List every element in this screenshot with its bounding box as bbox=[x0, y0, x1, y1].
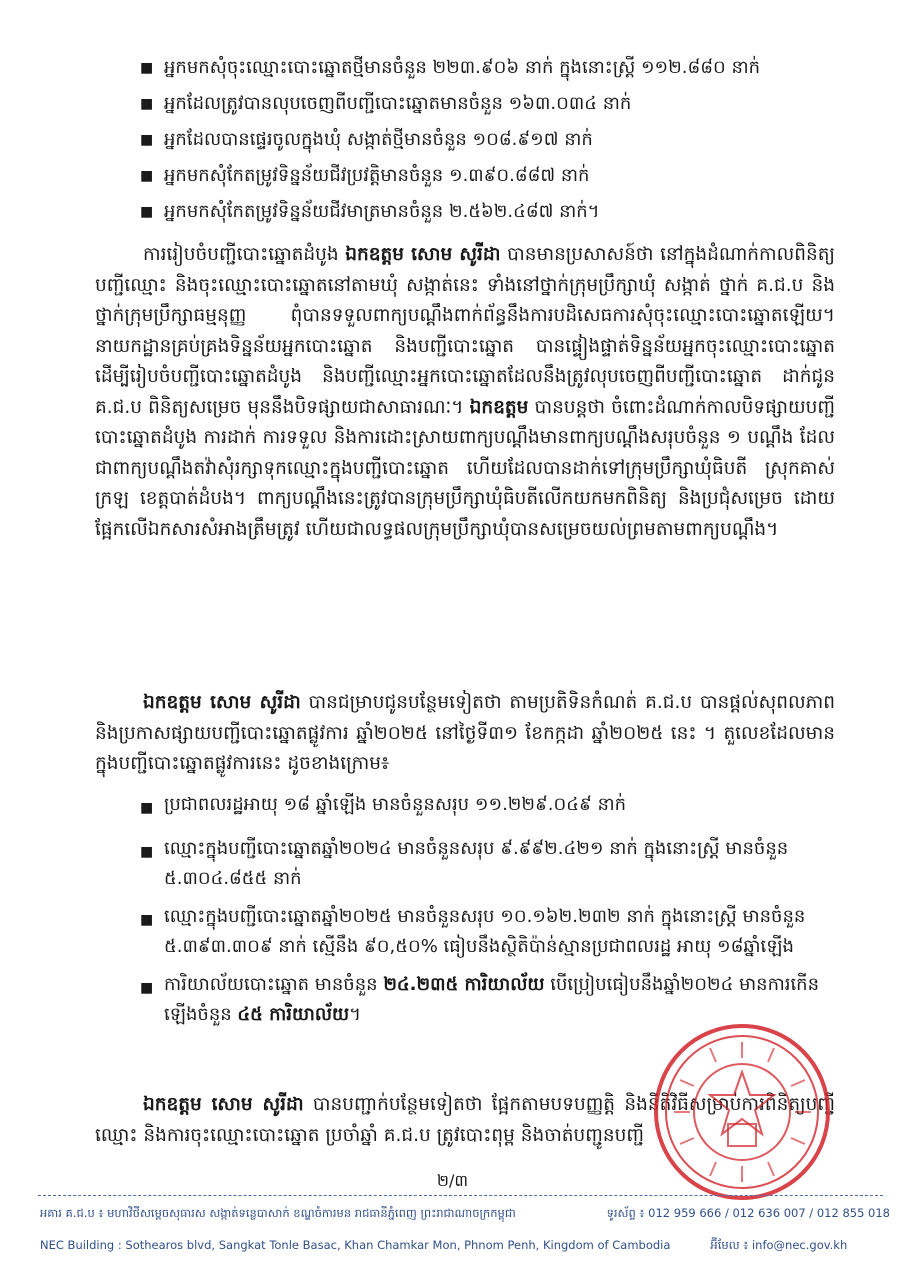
footer-address-en: NEC Building : Sothearos blvd, Sangkat Tonle Basac, Khan Chamkar Mon, Phnom Penh, Kingdom of Cambodia bbox=[40, 1238, 671, 1252]
list-item bbox=[140, 122, 840, 158]
paragraph-official-list: ឯកឧត្តម សោម សូរីដា បានជម្រាបជូនបន្ថែមទៀតថា តាមប្រតិទិនកំណត់ គ.ជ.ប បានផ្តល់សុពលភាព និងប្រកាសផ្សាយបញ្ជីបោះឆ្នោតផ្លូវការ ឆ្នាំ២០២៥ នៅថ្ងៃទី៣១ ខែកក្កដា ឆ្នាំ២០២៥ នេះ ។ តួលេខដែលមានក្នុងបញ្ជីបោះឆ្នោតផ្លូវការនេះ ដូចខាងក្រោម៖ bbox=[95, 692, 835, 774]
list-item-text: ឈ្មោះក្នុងបញ្ជីបោះឆ្នោតឆ្នាំ២០២៤ មានចំនួនសរុប ៩.៩៩២.៤២១ នាក់ ក្នុងនោះស្ត្រី មានចំនួន ៥.៣០៤.៨៥៥ នាក់ bbox=[164, 838, 789, 889]
footer-address-kh: អគារ គ.ជ.ប ៖ មហាវិថីសម្តេចសុធារស សង្កាត់ទន្លេបាសាក់ ខណ្ឌចំការមន រាជធានីភ្នំពេញ ព្រះរាជាណាចក្រកម្ពុជា bbox=[40, 1206, 516, 1220]
list-item bbox=[140, 834, 835, 894]
bullet-icon: ■ bbox=[140, 168, 154, 184]
list-item bbox=[140, 194, 840, 230]
list-item-text: អ្នកមកសុំចុះឈ្មោះបោះឆ្នោតថ្មីមានចំនួន ២២៣.៩០៦ នាក់ ក្នុងនោះស្ត្រី ១១២.៨៨០ នាក់ bbox=[164, 57, 761, 78]
list-item bbox=[140, 790, 835, 826]
speaker-name: ឯកឧត្តម សោម សូរីដា bbox=[143, 1094, 304, 1115]
list-item bbox=[140, 50, 840, 86]
paragraph-preliminary-list: ការរៀបចំបញ្ជីបោះឆ្នោតដំបូង ឯកឧត្តម សោម សូរីដា បានមានប្រសាសន៍ថា នៅក្នុងដំណាក់កាលពិនិត្យបញ្ជីឈ្មោះ និងចុះឈ្មោះបោះឆ្នោតនៅតាមឃុំ សង្កាត់នេះ ទាំងនៅថ្នាក់ក្រុមប្រឹក្សាឃុំ សង្កាត់ ថ្នាក់ គ.ជ.ប និងថ្នាក់ក្រុមប្រឹក្សាធម្មនុញ្ញ ពុំបានទទួលពាក្យបណ្តឹងពាក់ព័ន្ធនឹងការបដិសេធការសុំចុះឈ្មោះបោះឆ្នោតឡើយ។ នាយកដ្ឋានគ្រប់គ្រងទិន្នន័យអ្នកបោះឆ្នោត និងបញ្ជីបោះឆ្នោត បានផ្ទៀងផ្ទាត់ទិន្នន័យអ្នកចុះឈ្មោះបោះឆ្នោត ដើម្បីរៀបចំបញ្ជីបោះឆ្នោតដំបូង និងបញ្ជីឈ្មោះអ្នកបោះឆ្នោតដែលនឹងត្រូវលុបចេញពីបញ្ជីបោះឆ្នោត ដាក់ជូន គ.ជ.ប ពិនិត្យសម្រេច មុននឹងបិទផ្សាយជាសាធារណៈ។ ឯកឧត្តម បានបន្តថា ចំពោះដំណាក់កាលបិទផ្សាយបញ្ជីបោះឆ្នោតដំបូង ការដាក់ ការទទួល និងការដោះស្រាយពាក្យបណ្តឹងមានពាក្យបណ្តឹងសរុបចំនួន ១ បណ្តឹង ដែលជាពាក្យបណ្តឹងតវ៉ាសុំរក្សាទុកឈ្មោះក្នុងបញ្ជីបោះឆ្នោត ហើយដែលបានដាក់ទៅក្រុមប្រឹក្សាឃុំធិបតី ស្រុកគាស់ក្រឡ ខេត្តបាត់ដំបង។ ពាក្យបណ្តឹងនេះត្រូវបានក្រុមប្រឹក្សាឃុំធិបតីលើកយកមកពិនិត្យ និងប្រជុំសម្រេច ដោយផ្អែកលើឯកសារសំអាងត្រឹមត្រូវ ហើយជាលទ្ធផលក្រុមប្រឹក្សាឃុំបានសម្រេចយល់ព្រមតាមពាក្យបណ្តឹង។ bbox=[95, 244, 835, 540]
registration-stats-list bbox=[140, 50, 840, 230]
list-item bbox=[140, 158, 840, 194]
speaker-title: ឯកឧត្តម bbox=[469, 396, 529, 418]
bullet-icon: ■ bbox=[140, 980, 154, 996]
bullet-icon: ■ bbox=[140, 132, 154, 148]
bullet-icon: ■ bbox=[140, 204, 154, 220]
list-item-text: ការិយាល័យបោះឆ្នោត មានចំនួន ២៤.២៣៥ ការិយាល័យ បើប្រៀបធៀបនឹងឆ្នាំ២០២៤ មានការកើនឡើងចំនួន ៤៥ ការិយាល័យ។ bbox=[164, 974, 820, 1025]
bullet-icon: ■ bbox=[140, 60, 154, 76]
footer-address-en-row bbox=[40, 1238, 890, 1255]
list-item-text: អ្នកមកសុំកែតម្រូវទិន្នន័យជីវប្រវត្តិមានចំនួន ១.៣៩០.៨៨៧ នាក់ bbox=[164, 165, 590, 186]
official-list-stats bbox=[140, 790, 835, 1030]
list-item-text: ប្រជាពលរដ្ឋអាយុ ១៨ ឆ្នាំឡើង មានចំនួនសរុប ១១.២២៩.០៤៩ នាក់ bbox=[164, 794, 627, 815]
list-item bbox=[140, 902, 835, 962]
bullet-icon: ■ bbox=[140, 844, 154, 860]
speaker-name: ឯកឧត្តម សោម សូរីដា bbox=[345, 244, 501, 265]
speaker-name: ឯកឧត្តម សោម សូរីដា bbox=[143, 692, 301, 713]
list-item bbox=[140, 86, 840, 122]
paragraph-printing: ឯកឧត្តម សោម សូរីដា បានបញ្ជាក់បន្ថែមទៀតថា ផ្អែកតាមបទបញ្ញត្តិ និងនីតិវិធីសម្រាប់ការពិនិត្យបញ្ជីឈ្មោះ និងការចុះឈ្មោះបោះឆ្នោត ប្រចាំឆ្នាំ គ.ជ.ប ត្រូវបោះពុម្ព និងចាត់បញ្ជូនបញ្ជី bbox=[95, 1094, 835, 1146]
list-item-text: ឈ្មោះក្នុងបញ្ជីបោះឆ្នោតឆ្នាំ២០២៥ មានចំនួនសរុប ១០.១៦២.២៣២ នាក់ ក្នុងនោះស្ត្រី មានចំនួន ៥.៣៩៣.៣០៩ នាក់ ស្មើនឹង ៩០,៥០% ធៀបនឹងស្ថិតិប៉ាន់ស្មានប្រជាពលរដ្ឋ អាយុ ១៨ឆ្នាំឡើង bbox=[164, 906, 806, 957]
footer-divider bbox=[38, 1195, 883, 1196]
bullet-icon: ■ bbox=[140, 912, 154, 928]
page-number: ២/៣ bbox=[436, 1171, 469, 1190]
list-item-text: អ្នកមកសុំកែតម្រូវទិន្នន័យជីវមាត្រមានចំនួន ២.៥៦២.៤៨៧ នាក់។ bbox=[164, 201, 600, 222]
footer-phone: ទូរស័ព្ទ ៖ 012 959 666 / 012 636 007 / 012 855 018 bbox=[606, 1206, 890, 1220]
list-item-text: អ្នកដែលបានផ្ទេរចូលក្នុងឃុំ សង្កាត់ថ្មីមានចំនួន ១០៨.៩១៧ នាក់ bbox=[164, 129, 593, 150]
bullet-icon: ■ bbox=[140, 800, 154, 816]
footer-address-kh-row bbox=[40, 1206, 890, 1223]
list-item-text: អ្នកដែលត្រូវបានលុបចេញពីបញ្ជីបោះឆ្នោតមានចំនួន ១៦៣.០៣៤ នាក់ bbox=[164, 93, 632, 114]
footer-email[interactable]: អ៊ីមែល ៖ info@nec.gov.kh bbox=[710, 1238, 848, 1252]
bullet-icon: ■ bbox=[140, 96, 154, 112]
